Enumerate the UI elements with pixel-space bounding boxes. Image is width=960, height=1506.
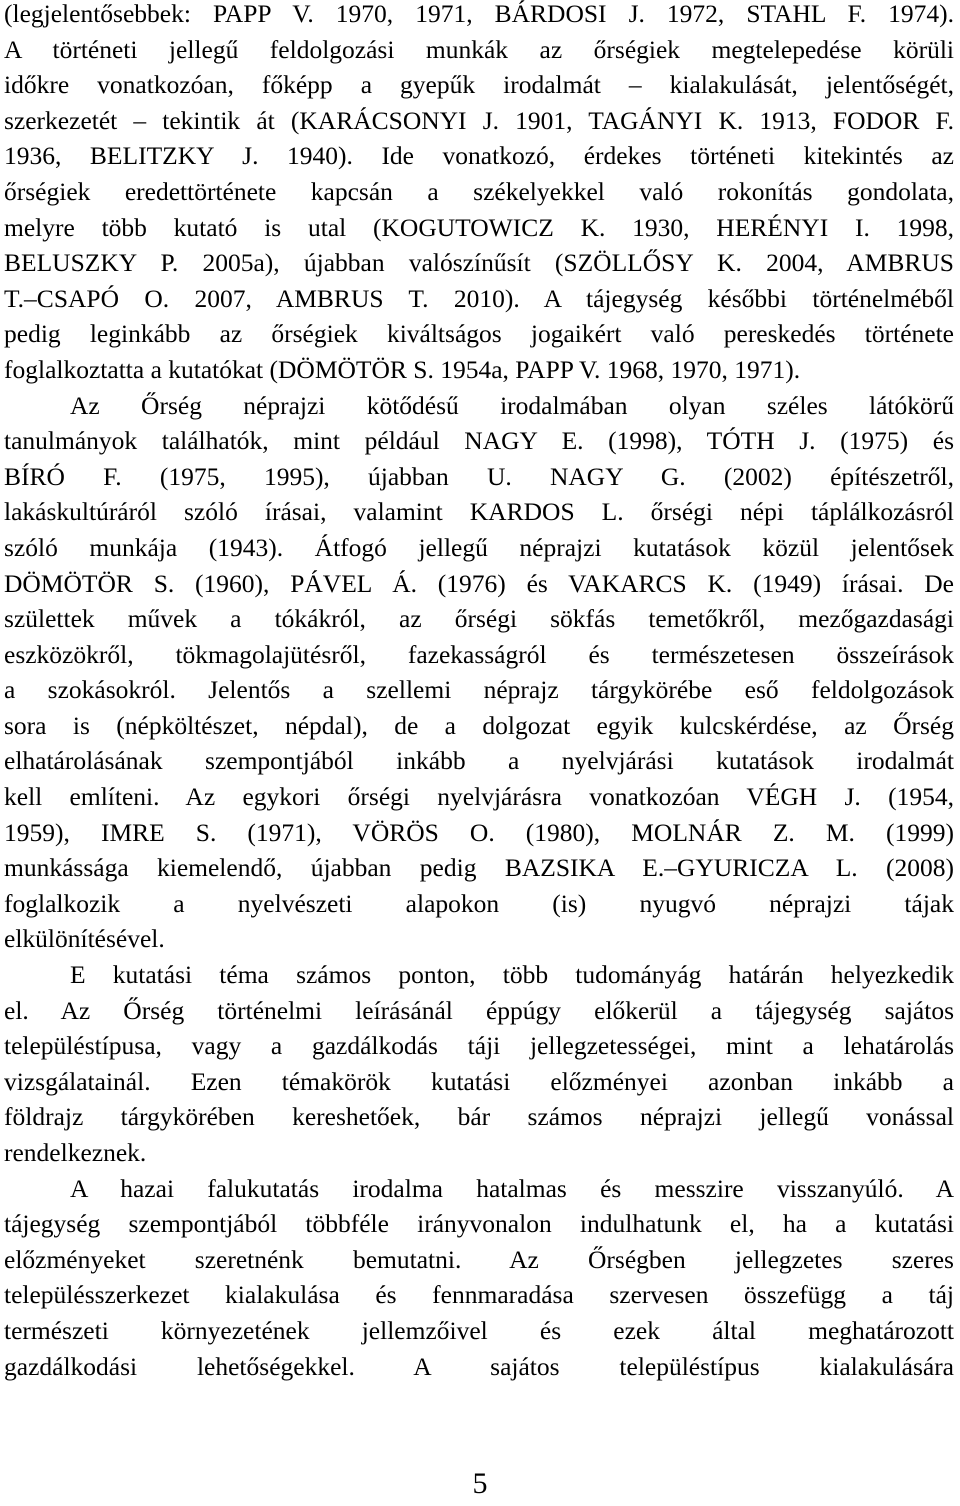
document-page	[4, 0, 954, 1384]
text-line: szóló munkája (1943). Átfogó jellegű néprajzi kutatások közül jelentősek	[4, 532, 954, 562]
text-line: településszerkezet kialakulása és fennmaradása szervesen összefügg a táj	[4, 1280, 954, 1310]
paragraph-history-sources	[4, 0, 954, 388]
text-line: előzményeket szeretnénk bemutatni. Az Őrségben jellegzetes szeres	[4, 1244, 954, 1274]
text-line: pedig leginkább az őrségiek kiváltságos jogaikért való pereskedés története	[4, 319, 954, 349]
text-line: rendelkeznek.	[4, 1138, 147, 1167]
text-line: elhatárolásának szempontjából inkább a nyelvjárási kutatások irodalmát	[4, 746, 954, 776]
text-line: településtípusa, vagy a gazdálkodás táji jellegzetességei, mint a lehatárolás	[4, 1031, 954, 1061]
text-line: T.–CSAPÓ O. 2007, AMBRUS T. 2010). A tájegység későbbi történelméből	[4, 283, 954, 313]
text-line: el. Az Őrség történelmi leírásánál éppúgy előkerül a tájegység sajátos	[4, 995, 954, 1025]
text-line: kell említeni. Az egykori őrségi nyelvjárásra vonatkozóan VÉGH J. (1954,	[4, 782, 954, 812]
text-line: (legjelentősebbek: PAPP V. 1970, 1971, BÁRDOSI J. 1972, STAHL F. 1974).	[4, 0, 954, 28]
text-line: munkássága kiemelendő, újabban pedig BAZSIKA E.–GYURICZA L. (2008)	[4, 853, 954, 883]
text-line: melyre több kutató is utal (KOGUTOWICZ K. 1930, HERÉNYI I. 1998,	[4, 212, 954, 242]
text-line: 1959), IMRE S. (1971), VÖRÖS O. (1980), MOLNÁR Z. M. (1999)	[4, 817, 954, 847]
text-line: természeti környezetének jellemzőivel és ezek által meghatározott	[4, 1315, 954, 1345]
text-line: 1936, BELITZKY J. 1940). Ide vonatkozó, érdekes történeti kitekintés az	[4, 141, 954, 171]
text-line: őrségiek eredettörténete kapcsán a székelyekkel való rokonítás gondolata,	[4, 176, 954, 206]
paragraph-research-topic	[4, 957, 954, 1171]
page-number: 5	[472, 1467, 488, 1500]
text-line: a szokásokról. Jelentős a szellemi néprajz tárgykörébe eső feldolgozások	[4, 675, 954, 705]
text-line: elkülönítésével.	[4, 924, 165, 954]
text-line: szerkezetét – tekintik át (KARÁCSONYI J. 1901, TAGÁNYI K. 1913, FODOR F.	[4, 105, 954, 135]
text-line: BELUSZKY P. 2005a), újabban valószínűsít (SZÖLLŐSY K. 2004, AMBRUS	[4, 248, 954, 278]
text-line: E kutatási téma számos ponton, több tudományág határán helyezkedik	[70, 960, 954, 990]
text-line: BÍRÓ F. (1975, 1995), újabban U. NAGY G. (2002) építészetről,	[4, 461, 954, 491]
text-line: foglalkozik a nyelvészeti alapokon (is) nyugvó néprajzi tájak	[4, 888, 954, 918]
text-line: földrajz tárgykörében kereshetőek, bár számos néprajzi jellegű vonással	[4, 1102, 954, 1132]
text-line: Az Őrség néprajzi kötődésű irodalmában olyan széles látókörű	[70, 390, 954, 420]
paragraph-village-research	[4, 1171, 954, 1385]
text-line: sora is (népköltészet, népdal), de a dolgozat egyik kulcskérdése, az Őrség	[4, 710, 954, 740]
text-line: A hazai falukutatás irodalma hatalmas és messzire visszanyúló. A	[70, 1173, 954, 1203]
text-line: tájegység szempontjából többféle irányvonalon indulhatunk el, ha a kutatási	[4, 1209, 954, 1239]
text-line: eszközökről, tökmagolajütésről, fazekasságról és természetesen összeírások	[4, 639, 954, 669]
text-line: időkre vonatkozóan, főképp a gyepűk irodalmát – kialakulását, jelentőségét,	[4, 70, 954, 100]
text-line: gazdálkodási lehetőségekkel. A sajátos településtípus kialakulására	[4, 1351, 954, 1381]
text-line: tanulmányok találhatók, mint például NAGY E. (1998), TÓTH J. (1975) és	[4, 426, 954, 456]
text-line: lakáskultúráról szóló írásai, valamint KARDOS L. őrségi népi táplálkozásról	[4, 497, 954, 527]
text-line: A történeti jellegű feldolgozási munkák az őrségiek megtelepedése körüli	[4, 34, 954, 64]
text-line: DÖMÖTÖR S. (1960), PÁVEL Á. (1976) és VAKARCS K. (1949) írásai. De	[4, 568, 954, 598]
text-line: vizsgálatainál. Ezen témakörök kutatási előzményei azonban inkább a	[4, 1066, 954, 1096]
text-line: foglalkoztatta a kutatókat (DÖMÖTÖR S. 1954a, PAPP V. 1968, 1970, 1971).	[4, 354, 801, 384]
paragraph-ethnography-sources	[4, 388, 954, 958]
text-line: születtek művek a tókákról, az őrségi sökfás temetőkről, mezőgazdasági	[4, 604, 954, 634]
